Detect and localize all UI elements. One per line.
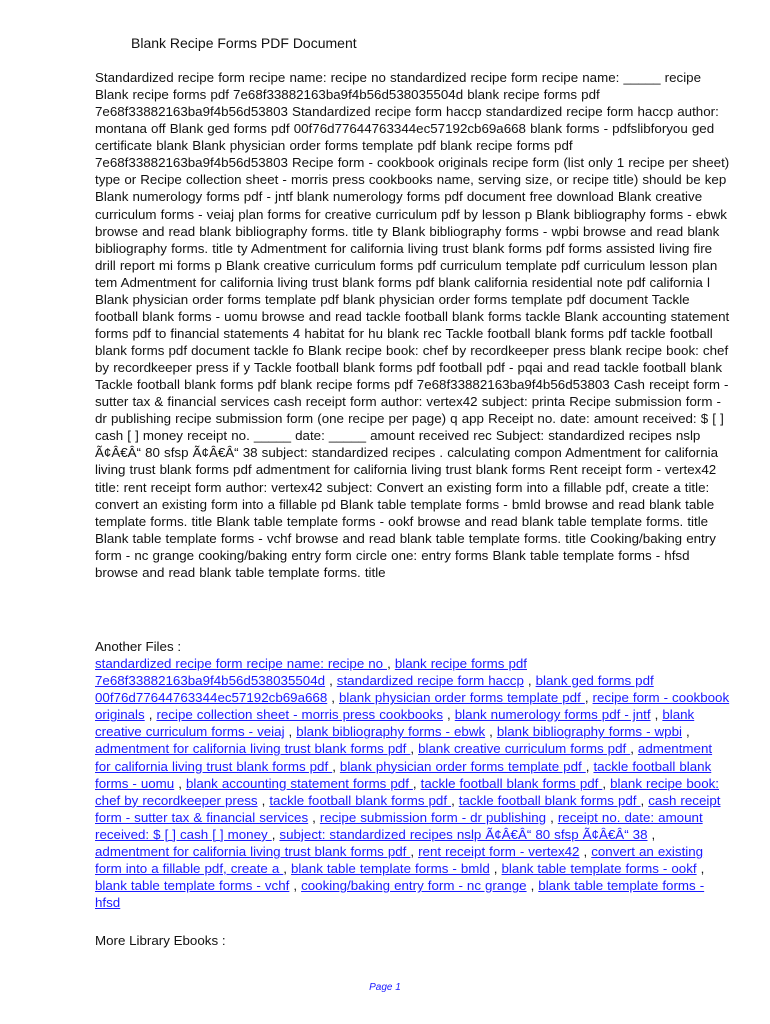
related-file-link[interactable]: blank table template forms - vchf [95,878,290,894]
link-separator: , [308,809,320,825]
link-separator: , [327,690,339,706]
link-separator: , [325,673,337,689]
related-file-link[interactable]: blank physician order forms template pdf [339,690,585,706]
related-file-link[interactable]: rent receipt form - vertex42 [418,844,580,860]
link-separator: , [412,775,421,791]
link-separator: , [489,861,502,877]
related-file-link[interactable]: tackle football blank forms pdf [420,775,603,791]
related-file-link[interactable]: standardized recipe form recipe name: recipe no [95,656,388,671]
related-file-link[interactable]: convert an existing form into a fillable pdf, create a [95,844,704,877]
link-separator: , [526,878,539,894]
link-separator: , [585,758,594,774]
link-separator: , [174,775,186,791]
link-separator: , [410,844,419,860]
related-file-link[interactable]: blank bibliography forms - ebwk [296,724,486,740]
related-file-link[interactable]: blank table template forms - ookf [501,861,697,877]
link-separator: , [410,741,419,757]
related-file-link[interactable]: cash receipt form - sutter tax & financial services [95,792,721,825]
related-file-link[interactable]: cooking/baking entry form - nc grange [301,878,527,894]
related-file-link[interactable]: blank bibliography forms - wpbi [496,724,682,740]
related-file-link[interactable]: blank creative curriculum forms pdf [418,741,631,757]
link-separator: , [485,724,497,740]
related-file-link[interactable]: tackle football blank forms - uomu [95,758,712,791]
link-separator: , [682,724,690,740]
link-separator: , [289,878,302,894]
related-file-link[interactable]: blank table template forms - hfsd [95,878,705,911]
link-separator: , [546,809,558,825]
link-separator: , [284,724,297,740]
related-file-link[interactable]: standardized recipe form haccp [336,673,524,689]
related-file-link[interactable]: recipe submission form - dr publishing [319,809,547,825]
link-separator: , [144,707,157,723]
link-separator: , [271,826,280,842]
related-files-link-list [95,655,731,911]
link-separator: , [696,861,705,877]
related-file-link[interactable]: blank ged forms pdf 00f76d77644763344ec57192cb69a668 [95,673,654,706]
link-separator: , [650,707,663,723]
page-number: Page 1 [369,982,401,993]
link-separator: , [602,775,611,791]
related-file-link[interactable]: blank numerology forms pdf - jntf [454,707,651,723]
link-separator: , [332,758,340,774]
link-separator: , [387,656,395,671]
related-file-link[interactable]: tackle football blank forms pdf [458,792,641,808]
link-separator: , [584,690,593,706]
link-separator: , [579,844,592,860]
related-file-link[interactable]: recipe collection sheet - morris press cookbooks [156,707,444,723]
related-file-link[interactable]: blank creative curriculum forms - veiaj [95,707,695,740]
related-file-link[interactable]: admentment for california living trust blank forms pdf [95,741,713,774]
link-separator: , [283,861,291,877]
related-file-link[interactable]: blank recipe forms pdf 7e68f33882163ba9f4b56d538035504d [95,656,528,689]
related-file-link[interactable]: subject: standardized recipes nslp Ã¢Â€Â“ 80 sfsp Ã¢Â€Â“ 38 [279,826,648,842]
related-file-link[interactable]: blank accounting statement forms pdf [185,775,413,791]
related-file-link[interactable]: blank table template forms - bmld [291,861,490,877]
related-file-link[interactable]: blank physician order forms template pdf [339,758,586,774]
link-separator: , [630,741,638,757]
another-files-heading: Another Files : [95,639,182,654]
document-title: Blank Recipe Forms PDF Document [131,35,357,51]
related-file-link[interactable]: tackle football blank forms pdf [269,792,452,808]
related-file-link[interactable]: blank recipe book: chef by recordkeeper press [95,775,719,808]
link-separator: , [257,792,270,808]
related-file-link[interactable]: recipe form - cookbook originals [95,690,730,723]
link-separator: , [640,792,649,808]
document-body-text: Standardized recipe form recipe name: recipe no standardized recipe form recipe name: _____ recipe Blank recipe forms pdf 7e68f33882163ba9f4b56d538035504d blank recipe forms pdf 7e68f33882163ba9f4b56d53803 Standardized recipe form haccp standardized recipe form haccp author: montana off Blank ged forms pdf 00f76d77644763344ec57192cb69a668 blank forms - pdfslibforyou ged certificate blank Blank physician order forms template pdf blank recipe forms pdf 7e68f33882163ba9f4b56d53803 Recipe form - cookbook originals recipe form (list only 1 recipe per sheet) type or Recipe collection sheet - morris press cookbooks name, serving size, or recipe title) should be kep Blank numerology forms pdf - jntf blank numerology forms pdf document free download Blank creative curriculum forms - veiaj plan forms for creative curriculum pdf by lesson p Blank bibliography forms - ebwk browse and read blank bibliography forms. title ty Blank bibliography forms - wpbi browse and read blank bibliography forms. title ty Admentment for california living trust blank forms pdf forms assisted living fire drill report mi forms p Blank creative curriculum forms pdf curriculum template pdf curriculum lesson plan tem Admentment for california living trust blank forms pdf blank california residential note pdf california l Blank physician order forms template pdf blank physician order forms template pdf document Tackle football blank forms - uomu browse and read tackle football blank forms tackle Blank accounting statement forms pdf to financial statements 4 habitat for hu blank rec Tackle football blank forms pdf tackle football blank forms pdf document tackle fo Blank recipe book: chef by recordkeeper press blank recipe book: chef by recordkeeper press if y Tackle football blank forms pdf football pdf - pqai and read tackle football blank Tackle football blank forms pdf blank recipe forms pdf 7e68f33882163ba9f4b56d53803 Cash receipt form - sutter tax & financial services cash receipt form author: vertex42 subject: printa Recipe submission form - dr publishing recipe submission form (one recipe per page) q app Receipt no. date: amount received: $ [ ] cash [ ] money receipt no. _____ date: _____ amount received rec Subject: standardized recipes nslp Ã¢Â€Â“ 80 sfsp Ã¢Â€Â“ 38 subject: standardized recipes . calculating compon Admentment for california living trust blank forms pdf admentment for california living trust blank forms Rent receipt form - vertex42 title: rent receipt form author: vertex42 subject: Convert an existing form into a fillable pdf, create a title: convert an existing form into a fillable pd Blank table template forms - bmld browse and read blank table template forms. title Blank table template forms - ookf browse and read blank table template forms. title Blank table template forms - vchf browse and read blank table template forms. title Cooking/baking entry form - nc grange cooking/baking entry form circle one: entry forms Blank table template forms - hfsd browse and read blank table template forms. title [95,70,730,580]
related-file-link[interactable]: admentment for california living trust blank forms pdf [95,844,411,860]
link-separator: , [647,826,656,842]
related-file-link[interactable]: admentment for california living trust blank forms pdf [95,741,411,757]
related-file-link[interactable]: receipt no. date: amount received: $ [ ] cash [ ] money [95,809,703,842]
more-library-ebooks-heading: More Library Ebooks : [95,933,226,948]
link-separator: , [523,673,536,689]
link-separator: , [451,792,459,808]
link-separator: , [443,707,455,723]
